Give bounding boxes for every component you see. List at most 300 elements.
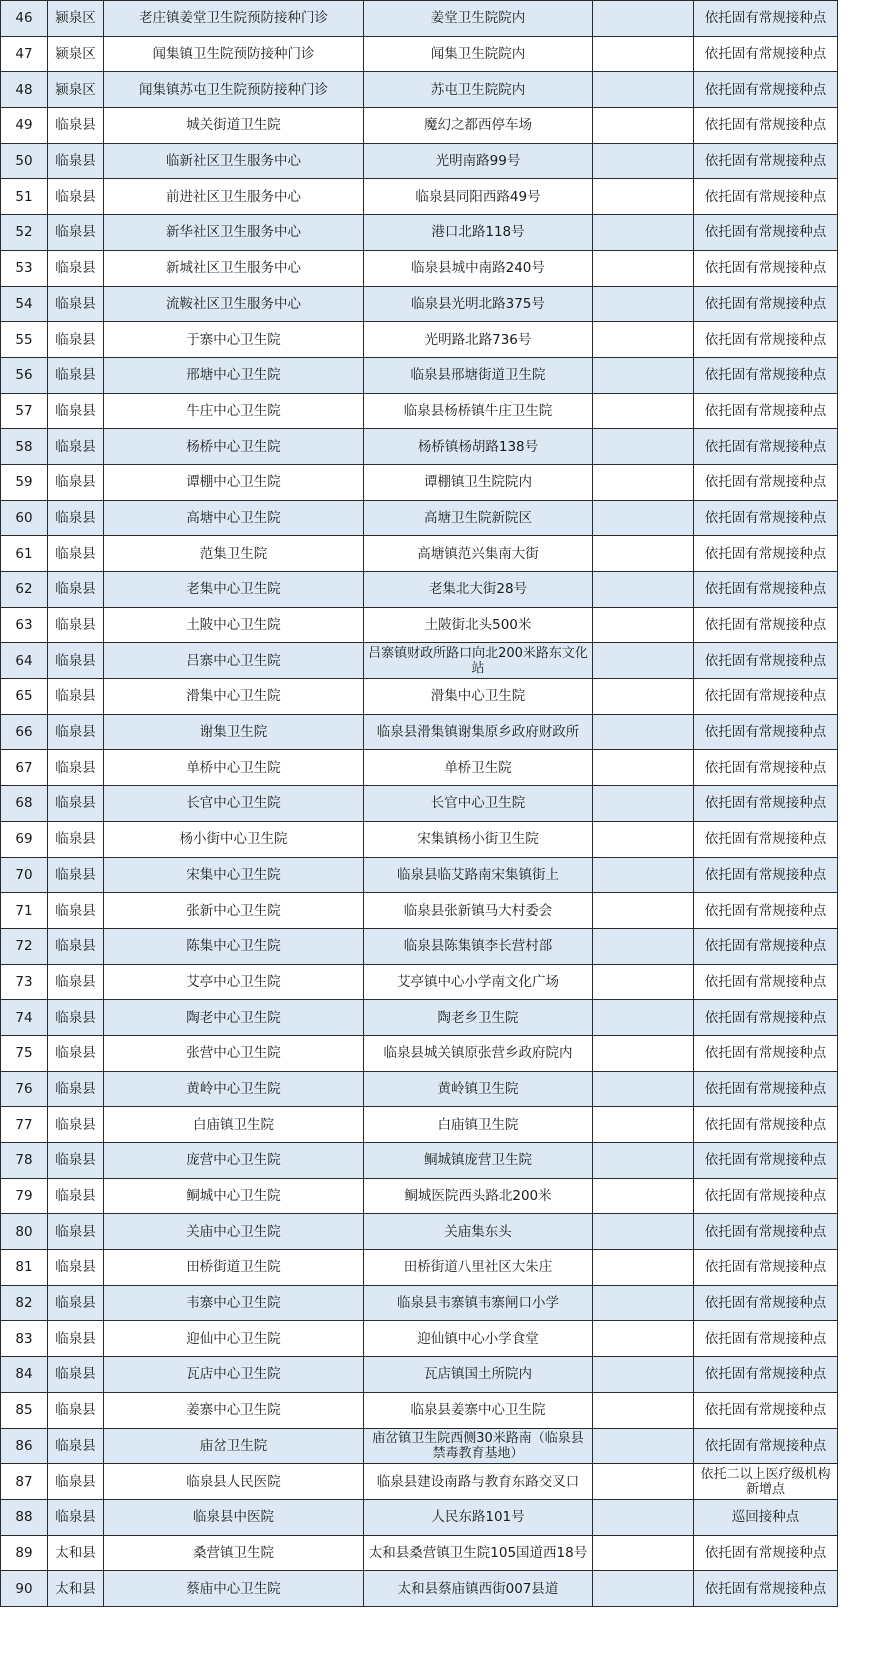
- district-cell: 临泉县: [48, 1499, 104, 1535]
- address-cell: 杨桥镇杨胡路138号: [364, 429, 593, 465]
- district-cell: 临泉县: [48, 1143, 104, 1179]
- site-name-cell: 闻集镇卫生院预防接种门诊: [104, 36, 364, 72]
- district-cell: 临泉县: [48, 714, 104, 750]
- table-row: [1, 464, 838, 500]
- address-cell: 魔幻之都西停车场: [364, 108, 593, 144]
- empty-cell: [593, 1178, 694, 1214]
- site-name-cell: 城关街道卫生院: [104, 108, 364, 144]
- empty-cell: [593, 464, 694, 500]
- row-number-cell: 77: [1, 1107, 48, 1143]
- site-type-cell: 依托固有常规接种点: [694, 679, 838, 715]
- address-cell: 临泉县临艾路南宋集镇街上: [364, 857, 593, 893]
- empty-cell: [593, 1571, 694, 1607]
- site-name-cell: 老集中心卫生院: [104, 572, 364, 608]
- district-cell: 颍泉区: [48, 72, 104, 108]
- address-cell: 临泉县滑集镇谢集原乡政府财政所: [364, 714, 593, 750]
- row-number-cell: 69: [1, 821, 48, 857]
- table-row: [1, 1035, 838, 1071]
- empty-cell: [593, 429, 694, 465]
- district-cell: 颍泉区: [48, 36, 104, 72]
- site-type-cell: 依托固有常规接种点: [694, 1285, 838, 1321]
- table-row: [1, 786, 838, 822]
- empty-cell: [593, 1428, 694, 1464]
- table-row: [1, 857, 838, 893]
- address-cell: 临泉县同阳西路49号: [364, 179, 593, 215]
- row-number-cell: 83: [1, 1321, 48, 1357]
- row-number-cell: 67: [1, 750, 48, 786]
- table-row: [1, 1, 838, 37]
- empty-cell: [593, 1214, 694, 1250]
- row-number-cell: 66: [1, 714, 48, 750]
- site-type-cell: 依托固有常规接种点: [694, 429, 838, 465]
- site-type-cell: 依托固有常规接种点: [694, 143, 838, 179]
- site-type-cell: 依托固有常规接种点: [694, 786, 838, 822]
- row-number-cell: 54: [1, 286, 48, 322]
- table-row: [1, 1571, 838, 1607]
- table-row: [1, 679, 838, 715]
- table-row: [1, 429, 838, 465]
- site-name-cell: 张营中心卫生院: [104, 1035, 364, 1071]
- site-type-cell: 依托固有常规接种点: [694, 607, 838, 643]
- site-type-cell: 依托固有常规接种点: [694, 893, 838, 929]
- row-number-cell: 82: [1, 1285, 48, 1321]
- table-row: [1, 750, 838, 786]
- table-row: [1, 286, 838, 322]
- row-number-cell: 76: [1, 1071, 48, 1107]
- district-cell: 临泉县: [48, 393, 104, 429]
- site-name-cell: 邢塘中心卫生院: [104, 357, 364, 393]
- site-name-cell: 关庙中心卫生院: [104, 1214, 364, 1250]
- site-name-cell: 临泉县中医院: [104, 1499, 364, 1535]
- row-number-cell: 71: [1, 893, 48, 929]
- address-cell: 鲖城医院西头路北200米: [364, 1178, 593, 1214]
- empty-cell: [593, 1392, 694, 1428]
- row-number-cell: 73: [1, 964, 48, 1000]
- empty-cell: [593, 607, 694, 643]
- address-cell: 人民东路101号: [364, 1499, 593, 1535]
- district-cell: 临泉县: [48, 250, 104, 286]
- address-cell: 临泉县陈集镇李长营村部: [364, 928, 593, 964]
- empty-cell: [593, 786, 694, 822]
- empty-cell: [593, 750, 694, 786]
- district-cell: 太和县: [48, 1535, 104, 1571]
- empty-cell: [593, 1464, 694, 1500]
- empty-cell: [593, 286, 694, 322]
- district-cell: 临泉县: [48, 215, 104, 251]
- site-name-cell: 迎仙中心卫生院: [104, 1321, 364, 1357]
- row-number-cell: 63: [1, 607, 48, 643]
- row-number-cell: 88: [1, 1499, 48, 1535]
- row-number-cell: 59: [1, 464, 48, 500]
- row-number-cell: 58: [1, 429, 48, 465]
- table-row: [1, 607, 838, 643]
- site-type-cell: 依托固有常规接种点: [694, 215, 838, 251]
- address-cell: 田桥街道八里社区大朱庄: [364, 1250, 593, 1286]
- site-type-cell: 依托固有常规接种点: [694, 643, 838, 679]
- table-row: [1, 1392, 838, 1428]
- site-type-cell: 依托固有常规接种点: [694, 1071, 838, 1107]
- district-cell: 颍泉区: [48, 1, 104, 37]
- district-cell: 临泉县: [48, 964, 104, 1000]
- table-row: [1, 1357, 838, 1393]
- table-row: [1, 72, 838, 108]
- site-name-cell: 宋集中心卫生院: [104, 857, 364, 893]
- address-cell: 临泉县张新镇马大村委会: [364, 893, 593, 929]
- table-row: [1, 1250, 838, 1286]
- site-name-cell: 于寨中心卫生院: [104, 322, 364, 358]
- row-number-cell: 87: [1, 1464, 48, 1500]
- row-number-cell: 55: [1, 322, 48, 358]
- site-type-cell: 依托固有常规接种点: [694, 1321, 838, 1357]
- district-cell: 临泉县: [48, 1035, 104, 1071]
- row-number-cell: 62: [1, 572, 48, 608]
- table-row: [1, 1000, 838, 1036]
- district-cell: 临泉县: [48, 1428, 104, 1464]
- address-cell: 艾亭镇中心小学南文化广场: [364, 964, 593, 1000]
- district-cell: 临泉县: [48, 357, 104, 393]
- row-number-cell: 86: [1, 1428, 48, 1464]
- empty-cell: [593, 393, 694, 429]
- site-type-cell: 依托固有常规接种点: [694, 1392, 838, 1428]
- site-name-cell: 土陂中心卫生院: [104, 607, 364, 643]
- address-cell: 临泉县城关镇原张营乡政府院内: [364, 1035, 593, 1071]
- site-name-cell: 张新中心卫生院: [104, 893, 364, 929]
- address-cell: 临泉县建设南路与教育东路交叉口: [364, 1464, 593, 1500]
- address-cell: 港口北路118号: [364, 215, 593, 251]
- district-cell: 临泉县: [48, 143, 104, 179]
- address-cell: 闻集卫生院院内: [364, 36, 593, 72]
- site-name-cell: 黄岭中心卫生院: [104, 1071, 364, 1107]
- district-cell: 临泉县: [48, 1250, 104, 1286]
- row-number-cell: 53: [1, 250, 48, 286]
- empty-cell: [593, 1535, 694, 1571]
- site-type-cell: 依托固有常规接种点: [694, 464, 838, 500]
- empty-cell: [593, 1107, 694, 1143]
- address-cell: 陶老乡卫生院: [364, 1000, 593, 1036]
- site-type-cell: 依托固有常规接种点: [694, 1107, 838, 1143]
- empty-cell: [593, 215, 694, 251]
- site-type-cell: 依托固有常规接种点: [694, 964, 838, 1000]
- empty-cell: [593, 679, 694, 715]
- table-row: [1, 1285, 838, 1321]
- site-type-cell: 依托固有常规接种点: [694, 1178, 838, 1214]
- table-row: [1, 1178, 838, 1214]
- site-name-cell: 高塘中心卫生院: [104, 500, 364, 536]
- site-name-cell: 范集卫生院: [104, 536, 364, 572]
- site-name-cell: 流鞍社区卫生服务中心: [104, 286, 364, 322]
- district-cell: 临泉县: [48, 643, 104, 679]
- empty-cell: [593, 572, 694, 608]
- district-cell: 临泉县: [48, 1214, 104, 1250]
- district-cell: 临泉县: [48, 786, 104, 822]
- table-row: [1, 1499, 838, 1535]
- table-row: [1, 393, 838, 429]
- site-type-cell: 依托固有常规接种点: [694, 179, 838, 215]
- row-number-cell: 60: [1, 500, 48, 536]
- row-number-cell: 80: [1, 1214, 48, 1250]
- row-number-cell: 47: [1, 36, 48, 72]
- site-type-cell: 依托固有常规接种点: [694, 1428, 838, 1464]
- table-row: [1, 572, 838, 608]
- empty-cell: [593, 1499, 694, 1535]
- address-cell: 关庙集东头: [364, 1214, 593, 1250]
- site-type-cell: 依托固有常规接种点: [694, 357, 838, 393]
- table-row: [1, 928, 838, 964]
- row-number-cell: 49: [1, 108, 48, 144]
- empty-cell: [593, 928, 694, 964]
- district-cell: 临泉县: [48, 322, 104, 358]
- site-name-cell: 谢集卫生院: [104, 714, 364, 750]
- empty-cell: [593, 1285, 694, 1321]
- empty-cell: [593, 1, 694, 37]
- site-name-cell: 韦寨中心卫生院: [104, 1285, 364, 1321]
- district-cell: 临泉县: [48, 464, 104, 500]
- empty-cell: [593, 179, 694, 215]
- table-row: [1, 36, 838, 72]
- site-name-cell: 瓦店中心卫生院: [104, 1357, 364, 1393]
- table-row: [1, 964, 838, 1000]
- district-cell: 临泉县: [48, 536, 104, 572]
- district-cell: 临泉县: [48, 857, 104, 893]
- district-cell: 临泉县: [48, 500, 104, 536]
- address-cell: 太和县桑营镇卫生院105国道西18号: [364, 1535, 593, 1571]
- address-cell: 鲖城镇庞营卫生院: [364, 1143, 593, 1179]
- address-cell: 土陂街北头500米: [364, 607, 593, 643]
- row-number-cell: 56: [1, 357, 48, 393]
- empty-cell: [593, 893, 694, 929]
- site-name-cell: 临新社区卫生服务中心: [104, 143, 364, 179]
- address-cell: 高塘卫生院新院区: [364, 500, 593, 536]
- empty-cell: [593, 1321, 694, 1357]
- site-name-cell: 前进社区卫生服务中心: [104, 179, 364, 215]
- site-name-cell: 牛庄中心卫生院: [104, 393, 364, 429]
- site-type-cell: 依托固有常规接种点: [694, 1535, 838, 1571]
- empty-cell: [593, 357, 694, 393]
- site-name-cell: 长官中心卫生院: [104, 786, 364, 822]
- empty-cell: [593, 108, 694, 144]
- site-name-cell: 杨小街中心卫生院: [104, 821, 364, 857]
- district-cell: 临泉县: [48, 821, 104, 857]
- address-cell: 吕寨镇财政所路口向北200米路东文化站: [364, 643, 593, 679]
- site-type-cell: 依托固有常规接种点: [694, 1571, 838, 1607]
- address-cell: 瓦店镇国土所院内: [364, 1357, 593, 1393]
- district-cell: 临泉县: [48, 928, 104, 964]
- site-name-cell: 单桥中心卫生院: [104, 750, 364, 786]
- empty-cell: [593, 36, 694, 72]
- site-type-cell: 依托固有常规接种点: [694, 72, 838, 108]
- site-name-cell: 临泉县人民医院: [104, 1464, 364, 1500]
- site-name-cell: 吕寨中心卫生院: [104, 643, 364, 679]
- empty-cell: [593, 500, 694, 536]
- table-row: [1, 357, 838, 393]
- site-name-cell: 老庄镇姜堂卫生院预防接种门诊: [104, 1, 364, 37]
- district-cell: 临泉县: [48, 679, 104, 715]
- site-name-cell: 姜寨中心卫生院: [104, 1392, 364, 1428]
- address-cell: 黄岭镇卫生院: [364, 1071, 593, 1107]
- table-row: [1, 1464, 838, 1500]
- site-type-cell: 依托固有常规接种点: [694, 1143, 838, 1179]
- address-cell: 临泉县杨桥镇牛庄卫生院: [364, 393, 593, 429]
- empty-cell: [593, 72, 694, 108]
- table-row: [1, 821, 838, 857]
- site-type-cell: 依托固有常规接种点: [694, 572, 838, 608]
- site-type-cell: 依托固有常规接种点: [694, 108, 838, 144]
- row-number-cell: 46: [1, 1, 48, 37]
- site-type-cell: 依托固有常规接种点: [694, 36, 838, 72]
- address-cell: 庙岔镇卫生院西侧30米路南（临泉县禁毒教育基地）: [364, 1428, 593, 1464]
- row-number-cell: 65: [1, 679, 48, 715]
- empty-cell: [593, 1071, 694, 1107]
- row-number-cell: 50: [1, 143, 48, 179]
- row-number-cell: 64: [1, 643, 48, 679]
- row-number-cell: 70: [1, 857, 48, 893]
- site-type-cell: 依托固有常规接种点: [694, 500, 838, 536]
- site-name-cell: 庙岔卫生院: [104, 1428, 364, 1464]
- district-cell: 临泉县: [48, 607, 104, 643]
- site-type-cell: 依托固有常规接种点: [694, 286, 838, 322]
- site-type-cell: 依托固有常规接种点: [694, 1035, 838, 1071]
- site-name-cell: 蔡庙中心卫生院: [104, 1571, 364, 1607]
- empty-cell: [593, 714, 694, 750]
- empty-cell: [593, 1035, 694, 1071]
- row-number-cell: 61: [1, 536, 48, 572]
- site-name-cell: 谭棚中心卫生院: [104, 464, 364, 500]
- address-cell: 太和县蔡庙镇西街007县道: [364, 1571, 593, 1607]
- site-name-cell: 新城社区卫生服务中心: [104, 250, 364, 286]
- table-body: [1, 1, 838, 1607]
- row-number-cell: 48: [1, 72, 48, 108]
- table-row: [1, 500, 838, 536]
- empty-cell: [593, 643, 694, 679]
- address-cell: 临泉县姜寨中心卫生院: [364, 1392, 593, 1428]
- site-type-cell: 依托固有常规接种点: [694, 322, 838, 358]
- address-cell: 宋集镇杨小街卫生院: [364, 821, 593, 857]
- district-cell: 临泉县: [48, 750, 104, 786]
- empty-cell: [593, 536, 694, 572]
- district-cell: 临泉县: [48, 1464, 104, 1500]
- empty-cell: [593, 1000, 694, 1036]
- table-row: [1, 1428, 838, 1464]
- address-cell: 长官中心卫生院: [364, 786, 593, 822]
- address-cell: 单桥卫生院: [364, 750, 593, 786]
- site-type-cell: 依托固有常规接种点: [694, 536, 838, 572]
- empty-cell: [593, 1250, 694, 1286]
- address-cell: 光明南路99号: [364, 143, 593, 179]
- site-type-cell: 依托固有常规接种点: [694, 393, 838, 429]
- site-name-cell: 陶老中心卫生院: [104, 1000, 364, 1036]
- site-name-cell: 杨桥中心卫生院: [104, 429, 364, 465]
- empty-cell: [593, 143, 694, 179]
- district-cell: 临泉县: [48, 1071, 104, 1107]
- site-name-cell: 庞营中心卫生院: [104, 1143, 364, 1179]
- address-cell: 临泉县韦寨镇韦寨闸口小学: [364, 1285, 593, 1321]
- table-row: [1, 1143, 838, 1179]
- district-cell: 临泉县: [48, 286, 104, 322]
- address-cell: 姜堂卫生院院内: [364, 1, 593, 37]
- table-row: [1, 179, 838, 215]
- row-number-cell: 78: [1, 1143, 48, 1179]
- site-type-cell: 依托固有常规接种点: [694, 250, 838, 286]
- address-cell: 临泉县城中南路240号: [364, 250, 593, 286]
- row-number-cell: 72: [1, 928, 48, 964]
- address-cell: 白庙镇卫生院: [364, 1107, 593, 1143]
- row-number-cell: 84: [1, 1357, 48, 1393]
- empty-cell: [593, 857, 694, 893]
- table-row: [1, 1071, 838, 1107]
- row-number-cell: 89: [1, 1535, 48, 1571]
- district-cell: 临泉县: [48, 1321, 104, 1357]
- district-cell: 太和县: [48, 1571, 104, 1607]
- site-type-cell: 依托固有常规接种点: [694, 1000, 838, 1036]
- district-cell: 临泉县: [48, 1000, 104, 1036]
- site-type-cell: 依托固有常规接种点: [694, 1, 838, 37]
- table-row: [1, 108, 838, 144]
- district-cell: 临泉县: [48, 1285, 104, 1321]
- site-type-cell: 依托固有常规接种点: [694, 857, 838, 893]
- table-row: [1, 1107, 838, 1143]
- empty-cell: [593, 322, 694, 358]
- district-cell: 临泉县: [48, 1178, 104, 1214]
- site-name-cell: 滑集中心卫生院: [104, 679, 364, 715]
- table-row: [1, 1535, 838, 1571]
- site-type-cell: 依托固有常规接种点: [694, 821, 838, 857]
- site-name-cell: 桑营镇卫生院: [104, 1535, 364, 1571]
- table-row: [1, 1321, 838, 1357]
- table-row: [1, 893, 838, 929]
- address-cell: 临泉县邢塘街道卫生院: [364, 357, 593, 393]
- district-cell: 临泉县: [48, 1107, 104, 1143]
- district-cell: 临泉县: [48, 1392, 104, 1428]
- row-number-cell: 75: [1, 1035, 48, 1071]
- empty-cell: [593, 821, 694, 857]
- site-name-cell: 新华社区卫生服务中心: [104, 215, 364, 251]
- site-name-cell: 闻集镇苏屯卫生院预防接种门诊: [104, 72, 364, 108]
- empty-cell: [593, 1143, 694, 1179]
- row-number-cell: 68: [1, 786, 48, 822]
- table-row: [1, 643, 838, 679]
- site-type-cell: 依托二以上医疗级机构新增点: [694, 1464, 838, 1500]
- empty-cell: [593, 1357, 694, 1393]
- table-row: [1, 536, 838, 572]
- district-cell: 临泉县: [48, 179, 104, 215]
- empty-cell: [593, 964, 694, 1000]
- row-number-cell: 51: [1, 179, 48, 215]
- district-cell: 临泉县: [48, 108, 104, 144]
- table-row: [1, 250, 838, 286]
- table-row: [1, 322, 838, 358]
- row-number-cell: 81: [1, 1250, 48, 1286]
- table-row: [1, 215, 838, 251]
- row-number-cell: 90: [1, 1571, 48, 1607]
- district-cell: 临泉县: [48, 893, 104, 929]
- row-number-cell: 85: [1, 1392, 48, 1428]
- address-cell: 高塘镇范兴集南大街: [364, 536, 593, 572]
- site-name-cell: 陈集中心卫生院: [104, 928, 364, 964]
- site-name-cell: 白庙镇卫生院: [104, 1107, 364, 1143]
- district-cell: 临泉县: [48, 1357, 104, 1393]
- site-type-cell: 巡回接种点: [694, 1499, 838, 1535]
- district-cell: 临泉县: [48, 572, 104, 608]
- site-name-cell: 艾亭中心卫生院: [104, 964, 364, 1000]
- row-number-cell: 74: [1, 1000, 48, 1036]
- site-type-cell: 依托固有常规接种点: [694, 1357, 838, 1393]
- site-type-cell: 依托固有常规接种点: [694, 750, 838, 786]
- row-number-cell: 52: [1, 215, 48, 251]
- site-type-cell: 依托固有常规接种点: [694, 1250, 838, 1286]
- address-cell: 老集北大街28号: [364, 572, 593, 608]
- district-cell: 临泉县: [48, 429, 104, 465]
- table-row: [1, 1214, 838, 1250]
